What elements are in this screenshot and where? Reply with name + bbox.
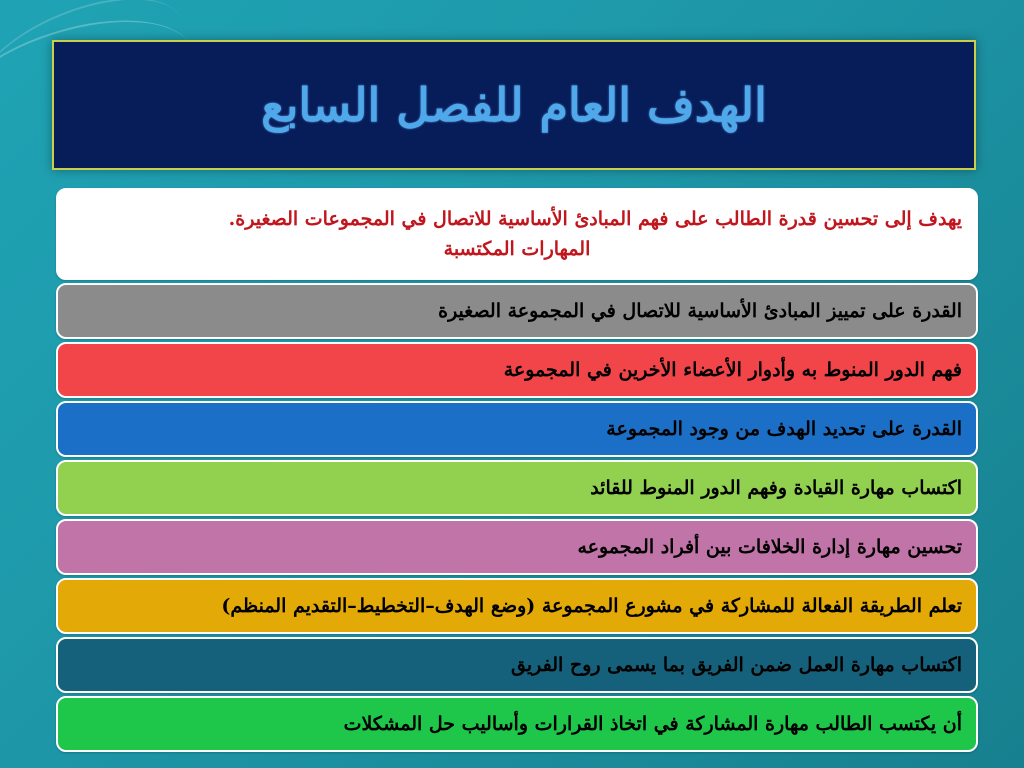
skill-item bbox=[56, 578, 978, 634]
skill-item-text: اكتساب مهارة القيادة وفهم الدور المنوط للقائد bbox=[590, 477, 962, 499]
skill-item-text: القدرة على تحديد الهدف من وجود المجموعة bbox=[606, 418, 962, 440]
skill-item bbox=[56, 637, 978, 693]
skill-item bbox=[56, 401, 978, 457]
skill-item bbox=[56, 460, 978, 516]
skill-item-text: القدرة على تمييز المبادئ الأساسية للاتصال في المجموعة الصغيرة bbox=[438, 300, 962, 322]
intro-text: يهدف إلى تحسين قدرة الطالب على فهم المبادئ الأساسية للاتصال في المجموعات الصغيرة. bbox=[228, 208, 962, 230]
skill-item-text: فهم الدور المنوط به وأدوار الأعضاء الأخرين في المجموعة bbox=[503, 359, 962, 381]
skill-item-text: تحسين مهارة إدارة الخلافات بين أفراد المجموعه bbox=[577, 536, 962, 558]
skills-subheading: المهارات المكتسبة bbox=[443, 238, 591, 260]
skill-item-text: أن يكتسب الطالب مهارة المشاركة في اتخاذ القرارات وأساليب حل المشكلات bbox=[343, 713, 962, 735]
skill-item bbox=[56, 342, 978, 398]
slide-title-box bbox=[52, 40, 976, 170]
slide-title: الهدف العام للفصل السابع bbox=[261, 78, 767, 132]
skill-item bbox=[56, 696, 978, 752]
skill-item-text: اكتساب مهارة العمل ضمن الفريق بما يسمى روح الفريق bbox=[511, 654, 962, 676]
skill-item bbox=[56, 519, 978, 575]
intro-box bbox=[56, 188, 978, 280]
skill-item bbox=[56, 283, 978, 339]
skills-list bbox=[56, 188, 978, 755]
skill-item-text: تعلم الطريقة الفعالة للمشاركة في مشورع المجموعة (وضع الهدف–التخطيط–التقديم المنظم) bbox=[221, 595, 962, 617]
